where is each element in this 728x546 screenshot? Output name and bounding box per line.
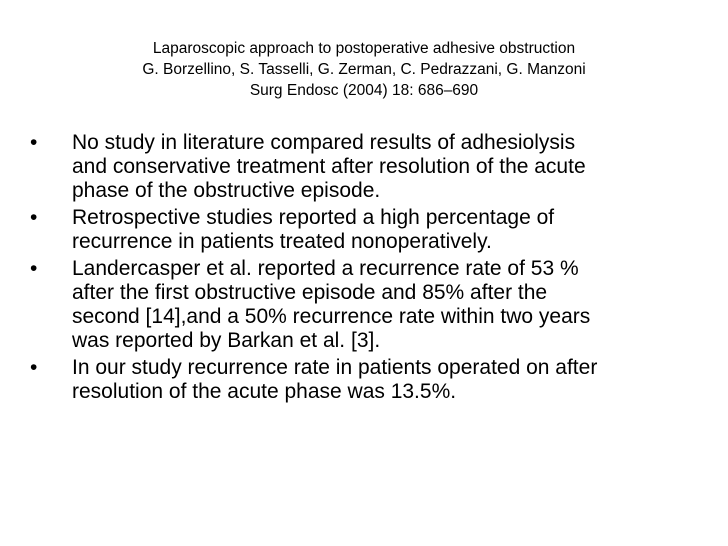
bullet-marker: • — [30, 257, 38, 280]
bullet-marker: • — [30, 356, 38, 379]
bullet-item-1 — [30, 131, 720, 203]
bullet-item-2 — [30, 206, 720, 254]
paper-citation: Surg Endosc (2004) 18: 686–690 — [249, 82, 479, 99]
paper-title: Laparoscopic approach to postoperative adhesive obstruction — [152, 40, 576, 57]
bullet-text-line: Retrospective studies reported a high percentage of — [72, 206, 555, 229]
bullet-list — [30, 131, 720, 407]
bullet-item-4 — [30, 356, 720, 404]
bullet-text-line: recurrence in patients treated nonoperatively. — [72, 230, 492, 253]
slide-header — [0, 38, 728, 101]
bullet-text-line: was reported by Barkan et al. [3]. — [72, 329, 381, 352]
paper-authors: G. Borzellino, S. Tasselli, G. Zerman, C. Pedrazzani, G. Manzoni — [142, 61, 586, 78]
bullet-text-line: resolution of the acute phase was 13.5%. — [72, 380, 457, 403]
bullet-marker: • — [30, 131, 38, 154]
bullet-text-line: Landercasper et al. reported a recurrence rate of 53 % — [72, 257, 579, 280]
bullet-text-line: and conservative treatment after resolution of the acute — [72, 155, 586, 178]
bullet-text-line: after the first obstructive episode and 85% after the — [72, 281, 548, 304]
bullet-text-line: No study in literature compared results of adhesiolysis — [72, 131, 576, 154]
bullet-item-3 — [30, 257, 720, 353]
bullet-text-line: phase of the obstructive episode. — [72, 179, 381, 202]
bullet-text-line: In our study recurrence rate in patients operated on after — [72, 356, 598, 379]
bullet-marker: • — [30, 206, 38, 229]
bullet-text-line: second [14],and a 50% recurrence rate within two years — [72, 305, 591, 328]
